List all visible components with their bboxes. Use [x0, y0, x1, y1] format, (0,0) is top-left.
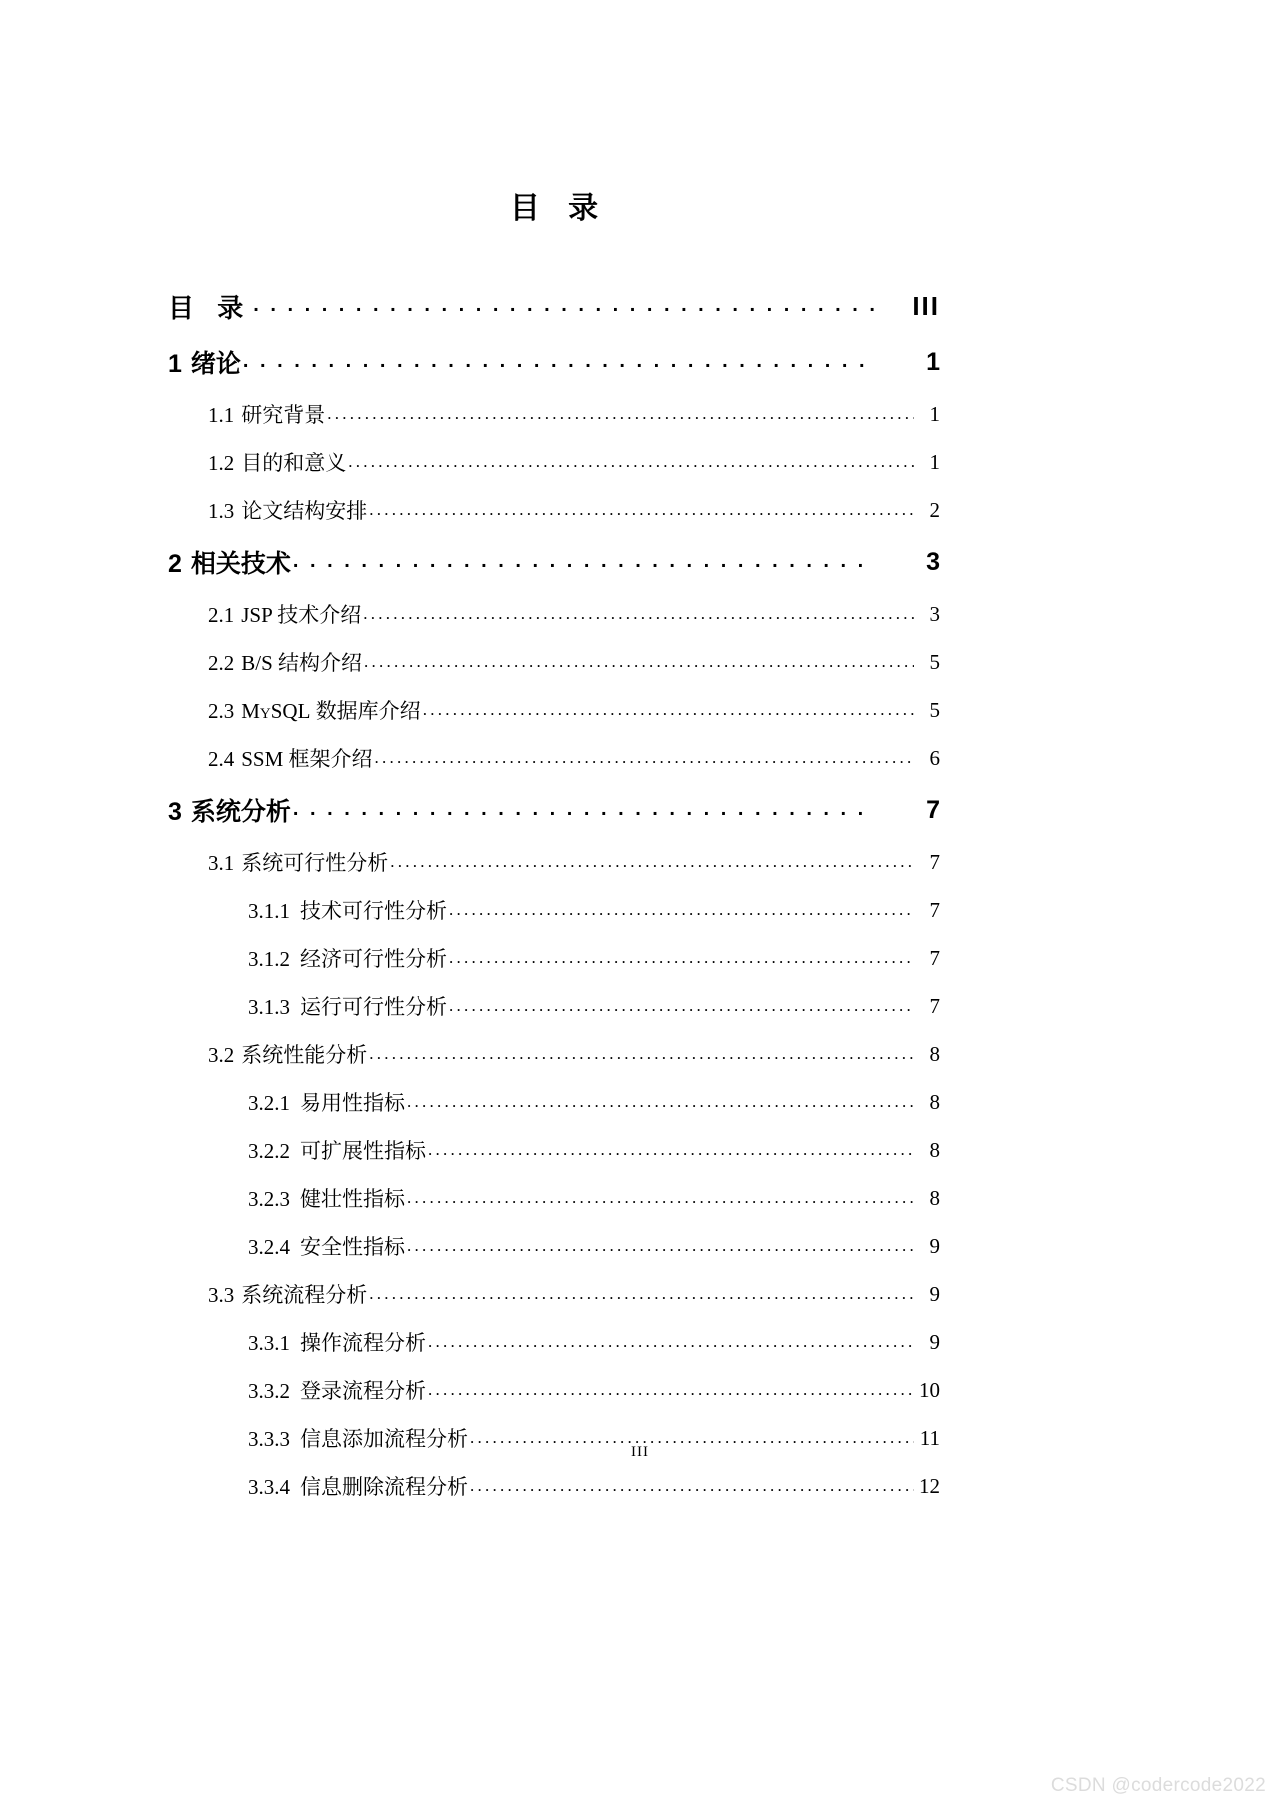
- toc-entry-label: [248, 1183, 405, 1213]
- toc-entry[interactable]: [168, 734, 940, 782]
- toc-leader-dots: [449, 900, 914, 920]
- toc-entry[interactable]: [168, 334, 940, 390]
- toc-entry-page-number: 9: [929, 1233, 940, 1258]
- toc-entry-page-number: 3: [929, 601, 940, 626]
- toc-entry[interactable]: [168, 886, 940, 934]
- toc-leader-dots: [407, 1236, 914, 1256]
- toc-entry-text: 相关技术: [190, 550, 291, 578]
- toc-leader-dots: [293, 550, 874, 573]
- toc-entry-label: [248, 1375, 426, 1405]
- toc-entry-page-number: 7: [929, 849, 940, 874]
- toc-leader-dots: [428, 1380, 914, 1400]
- toc-entry[interactable]: [168, 1270, 940, 1318]
- toc-leader-dots: [363, 604, 914, 624]
- toc-entry-label: [208, 743, 373, 773]
- toc-entry-text: 系统分析: [190, 798, 291, 826]
- toc-entry-text-smallcaps: MySQL: [241, 699, 311, 723]
- toc-entry-label: [248, 895, 447, 925]
- toc-entry-label: [168, 344, 241, 380]
- toc-entry-page-number: III: [912, 290, 940, 321]
- toc-leader-dots: [407, 1188, 914, 1208]
- toc-entry-text: SSM 框架介绍: [241, 747, 373, 771]
- toc-entry-label: [168, 792, 291, 828]
- toc-entry[interactable]: [168, 1366, 940, 1414]
- toc-entry-label: [248, 1327, 426, 1357]
- toc-leader-dots: [470, 1476, 914, 1496]
- toc-entry-page-number: 5: [929, 649, 940, 674]
- toc-entry-page-number: 3: [926, 547, 940, 576]
- toc-entry[interactable]: [168, 278, 940, 334]
- toc-entry-page-number: 10: [919, 1377, 940, 1402]
- toc-entry-text: 目的和意义: [241, 451, 347, 475]
- toc-entry-number: 3.1.2: [248, 947, 290, 971]
- toc-entry-page-number: 9: [929, 1281, 940, 1306]
- toc-entry-text: 系统性能分析: [241, 1043, 368, 1067]
- toc-entry-label: [248, 1087, 405, 1117]
- toc-entry-label: [248, 1471, 468, 1501]
- toc-entry-page-number: 2: [929, 497, 940, 522]
- toc-entry-text: 论文结构安排: [241, 499, 368, 523]
- toc-entry-number: 2.4: [208, 747, 235, 771]
- toc-entry-page-number: 5: [929, 697, 940, 722]
- toc-entry-text: 系统流程分析: [241, 1283, 368, 1307]
- toc-entry[interactable]: [168, 438, 940, 486]
- toc-entry-text: 目 录: [168, 292, 252, 323]
- toc-entry-text: B/S 结构介绍: [241, 651, 363, 675]
- toc-entry-page-number: 6: [929, 745, 940, 770]
- toc-entry-text: JSP 技术介绍: [241, 603, 362, 627]
- toc-entry-page-number: 1: [929, 401, 940, 426]
- toc-entry-number: 3.2.4: [248, 1235, 290, 1259]
- toc-entry[interactable]: [168, 838, 940, 886]
- toc-entry[interactable]: [168, 1318, 940, 1366]
- toc-leader-dots: [390, 852, 914, 872]
- toc-entry[interactable]: [168, 390, 940, 438]
- toc-entry-number: 2.2: [208, 651, 235, 675]
- toc-entry-page-number: 7: [929, 945, 940, 970]
- toc-leader-dots: [253, 294, 874, 317]
- toc-entry-text: [241, 699, 420, 723]
- toc-entry-number: 3.1: [208, 851, 235, 875]
- toc-entry[interactable]: [168, 1222, 940, 1270]
- toc-leader-dots: [407, 1092, 914, 1112]
- toc-entry-number: 2.3: [208, 699, 235, 723]
- toc-entry-number: 3.2.2: [248, 1139, 290, 1163]
- toc-entry-label: [208, 647, 362, 677]
- toc-entry[interactable]: [168, 1030, 940, 1078]
- toc-leader-dots: [428, 1140, 914, 1160]
- toc-leader-dots: [375, 748, 914, 768]
- toc-entry-text: 绪论: [190, 350, 241, 378]
- toc-entry-label: [208, 1279, 367, 1309]
- toc-entry[interactable]: [168, 686, 940, 734]
- toc-entry-label: [168, 288, 251, 325]
- toc-entry-label: [248, 991, 447, 1021]
- toc-entry-page-number: 8: [929, 1041, 940, 1066]
- toc-entry-number: 3.2.1: [248, 1091, 290, 1115]
- toc-entry-number: 1.3: [208, 499, 235, 523]
- toc-entry-label: [208, 399, 325, 429]
- toc-entry[interactable]: [168, 486, 940, 534]
- toc-entry-text: 操作流程分析: [300, 1331, 426, 1355]
- toc-entry-page-number: 9: [929, 1329, 940, 1354]
- toc-entry-number: 3.2.3: [248, 1187, 290, 1211]
- toc-leader-dots: [293, 798, 874, 821]
- page-title: 目 录: [509, 192, 609, 225]
- toc-entry-number: 2: [168, 550, 182, 578]
- toc-entry[interactable]: [168, 982, 940, 1030]
- toc-entry-page-number: 8: [929, 1137, 940, 1162]
- toc-entry-page-number: 1: [926, 347, 940, 376]
- toc-entry-page-number: 11: [919, 1425, 940, 1450]
- toc-leader-dots: [428, 1332, 914, 1352]
- toc-entry-label: [208, 447, 346, 477]
- toc-entry-text: 技术可行性分析: [300, 899, 447, 923]
- toc-entry-text: 运行可行性分析: [300, 995, 447, 1019]
- toc-entry-label: [208, 847, 388, 877]
- toc-entry-text: 安全性指标: [300, 1235, 405, 1259]
- toc-leader-dots: [327, 404, 914, 424]
- toc-entry-label: [208, 1039, 367, 1069]
- toc-entry-text: 易用性指标: [300, 1091, 405, 1115]
- toc-leader-dots: [369, 1284, 914, 1304]
- toc-entry-label: [168, 544, 291, 580]
- toc-entry-text: 研究背景: [241, 403, 326, 427]
- toc-entry-page-number: 7: [929, 897, 940, 922]
- toc-entry-number: 3.3: [208, 1283, 235, 1307]
- toc-entry-page-number: 7: [926, 795, 940, 824]
- toc-leader-dots: [369, 500, 914, 520]
- toc-entry-page-number: 8: [929, 1185, 940, 1210]
- toc-entry[interactable]: [168, 782, 940, 838]
- toc-entry-page-number: 1: [929, 449, 940, 474]
- toc-entry-text: 信息添加流程分析: [300, 1427, 468, 1451]
- table-of-contents: [168, 278, 940, 1510]
- toc-entry[interactable]: [168, 1174, 940, 1222]
- toc-entry-label: [208, 599, 361, 629]
- toc-entry-label: [208, 695, 421, 725]
- toc-entry-number: 3: [168, 798, 182, 826]
- toc-entry-number: 1.2: [208, 451, 235, 475]
- toc-entry[interactable]: [168, 638, 940, 686]
- toc-entry-label: [208, 495, 367, 525]
- toc-entry-text: 系统可行性分析: [241, 851, 389, 875]
- toc-entry-number: 2.1: [208, 603, 235, 627]
- toc-leader-dots: [423, 700, 914, 720]
- toc-leader-dots: [243, 350, 874, 373]
- toc-entry-number: 3.2: [208, 1043, 235, 1067]
- toc-entry[interactable]: [168, 590, 940, 638]
- toc-entry-text: 健壮性指标: [300, 1187, 405, 1211]
- toc-entry-number: 3.1.1: [248, 899, 290, 923]
- toc-entry-label: [248, 1231, 405, 1261]
- toc-entry-number: 3.1.3: [248, 995, 290, 1019]
- toc-entry[interactable]: [168, 1126, 940, 1174]
- toc-entry-page-number: 12: [919, 1473, 940, 1498]
- toc-entry-number: 3.3.3: [248, 1427, 290, 1451]
- toc-entry-text: 可扩展性指标: [300, 1139, 426, 1163]
- toc-entry[interactable]: [168, 1078, 940, 1126]
- toc-entry-number: 1.1: [208, 403, 235, 427]
- toc-entry-text-rest: 数据库介绍: [310, 699, 421, 723]
- toc-entry-label: [248, 1135, 426, 1165]
- toc-entry[interactable]: [168, 934, 940, 982]
- toc-entry-number: 3.3.2: [248, 1379, 290, 1403]
- csdn-watermark: CSDN @codercode2022: [1050, 1775, 1266, 1796]
- toc-leader-dots: [449, 948, 914, 968]
- toc-entry-text: 登录流程分析: [300, 1379, 426, 1403]
- toc-entry-page-number: 8: [929, 1089, 940, 1114]
- toc-entry-number: 1: [168, 350, 182, 378]
- toc-entry-number: 3.3.1: [248, 1331, 290, 1355]
- toc-leader-dots: [449, 996, 914, 1016]
- toc-leader-dots: [364, 652, 914, 672]
- toc-entry-text: 信息删除流程分析: [300, 1475, 468, 1499]
- toc-entry-text: 经济可行性分析: [300, 947, 447, 971]
- toc-leader-dots: [369, 1044, 914, 1064]
- toc-entry-page-number: 7: [929, 993, 940, 1018]
- toc-entry-label: [248, 943, 447, 973]
- toc-entry[interactable]: [168, 534, 940, 590]
- footer-page-number: III: [631, 1444, 649, 1460]
- toc-entry[interactable]: [168, 1462, 940, 1510]
- toc-entry-number: 3.3.4: [248, 1475, 290, 1499]
- toc-leader-dots: [348, 452, 914, 472]
